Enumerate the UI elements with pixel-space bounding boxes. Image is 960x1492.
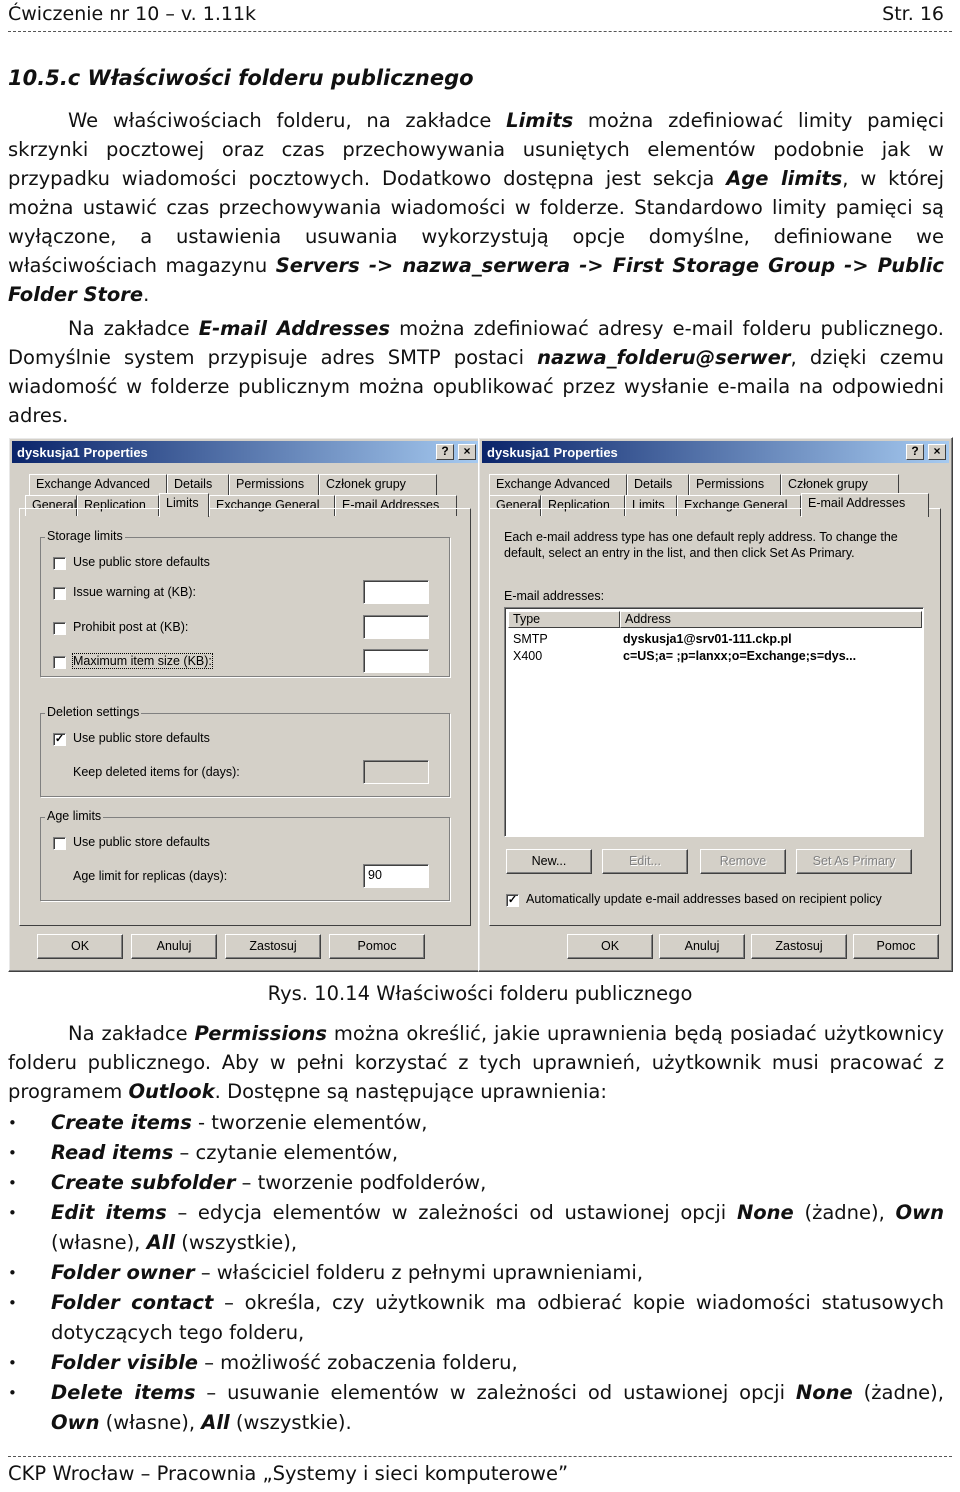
field-label: Age limit for replicas (days): — [73, 869, 228, 883]
addresses-label: E-mail addresses: — [504, 589, 605, 603]
bold-term: Outlook — [128, 1080, 215, 1103]
bold-term: All — [146, 1231, 176, 1254]
header-right: Str. 16 — [882, 3, 944, 25]
row-type[interactable]: SMTP — [513, 632, 548, 646]
list-item — [8, 1138, 944, 1168]
list-item — [8, 1108, 944, 1138]
text: (żadne), — [793, 1201, 896, 1224]
checkbox-label: Issue warning at (KB): — [73, 585, 196, 599]
text: . — [143, 283, 150, 306]
bold-term: None — [736, 1201, 794, 1224]
ok-button[interactable]: OK — [37, 934, 123, 959]
title-bar — [12, 441, 479, 463]
column-address[interactable]: Address — [620, 611, 922, 628]
tab-limits[interactable]: Limits — [625, 495, 677, 516]
close-icon[interactable]: × — [458, 444, 476, 460]
close-icon[interactable]: × — [928, 444, 946, 460]
max-item-checkbox[interactable] — [53, 656, 66, 669]
text: można określić, jakie uprawnienia będą posiadać użytkownicy folderu publicznego. Aby w pełni korzystać z tych uprawnień, użytkownik musi pracować z programem — [8, 1022, 944, 1103]
footer-divider — [8, 1456, 952, 1457]
tab-details[interactable]: Details — [167, 474, 229, 495]
text: We właściwościach folderu, na zakładce — [68, 109, 507, 132]
bold-term: Edit items — [51, 1201, 167, 1224]
tab-permissions[interactable]: Permissions — [229, 474, 319, 495]
bold-term: E-mail Addresses — [198, 317, 390, 340]
text: – określa, czy użytkownik ma odbierać kopie wiadomości statusowych dotyczących tego folderu, — [51, 1291, 944, 1344]
bold-term: None — [795, 1381, 853, 1404]
tab-replication[interactable]: Replication — [541, 495, 625, 516]
paragraph-limits — [8, 106, 944, 309]
header-left: Ćwiczenie nr 10 – v. 1.11k — [8, 3, 257, 25]
help-button[interactable]: Pomoc — [853, 934, 939, 959]
checkbox-label: Prohibit post at (KB): — [73, 620, 189, 634]
dialog-title: dyskusja1 Properties — [487, 445, 618, 460]
list-item — [8, 1378, 944, 1438]
page-footer: CKP Wrocław – Pracownia „Systemy i sieci komputerowe” — [8, 1462, 569, 1485]
help-button[interactable]: Pomoc — [329, 934, 425, 959]
bold-term: Delete items — [51, 1381, 196, 1404]
tab-details[interactable]: Details — [627, 474, 689, 495]
text: . Dostępne są następujące uprawnienia: — [214, 1080, 607, 1103]
tab-limits[interactable]: Limits — [159, 493, 209, 517]
bold-term: nazwa_folderu@serwer — [537, 346, 791, 369]
paragraph-permissions — [8, 1019, 944, 1106]
text: (żadne), — [852, 1381, 944, 1404]
bold-term: All — [201, 1411, 230, 1434]
auto-update-checkbox[interactable]: ✓ — [507, 894, 518, 906]
checkbox-label: Use public store defaults — [73, 555, 210, 569]
prohibit-post-checkbox[interactable] — [53, 622, 66, 635]
text: Na zakładce — [68, 317, 199, 340]
deletion-settings-group — [40, 705, 450, 797]
info-text: Each e-mail address type has one default reply address. To change the default, select an entry in the list, and then click Set As Primary. — [504, 530, 898, 560]
tab-general[interactable]: General — [25, 495, 77, 516]
title-bar — [482, 441, 949, 463]
list-item — [8, 1258, 944, 1288]
new-button[interactable]: New... — [506, 849, 592, 874]
tab-general[interactable]: General — [489, 495, 541, 516]
list-item — [8, 1288, 944, 1348]
bold-term: Folder owner — [51, 1261, 195, 1284]
prohibit-post-input[interactable] — [363, 615, 429, 639]
row-type[interactable]: X400 — [513, 649, 543, 663]
age-limit-input[interactable]: 90 — [363, 864, 429, 888]
text: , w której można ustawić czas przechowywania wiadomości w folderze. Standardowo limity pamięci są wyłączone, a ustawienia usuwania wykorzystują opcje domyślne, definiowane we właściwościach magazynu — [8, 167, 945, 277]
keep-deleted-input[interactable] — [363, 760, 429, 784]
list-item — [8, 1198, 944, 1258]
tab-email-addresses[interactable]: E-mail Addresses — [801, 493, 929, 517]
group-label: Storage limits — [47, 529, 123, 543]
row-address[interactable]: dyskusja1@srv01-111.ckp.pl — [623, 632, 792, 646]
list-item — [8, 1168, 944, 1198]
text: Na zakładce — [68, 1022, 195, 1045]
text: – właściciel folderu z pełnymi uprawnieniami, — [194, 1261, 644, 1284]
bold-term: Permissions — [194, 1022, 327, 1045]
properties-dialog-email — [478, 437, 953, 972]
issue-warning-checkbox[interactable] — [53, 587, 66, 600]
tab-panel — [489, 508, 941, 926]
tab-exchange-general[interactable]: Exchange General — [677, 495, 801, 516]
properties-dialog-limits — [8, 437, 483, 972]
tab-replication[interactable]: Replication — [77, 495, 159, 516]
dialog-title: dyskusja1 Properties — [17, 445, 148, 460]
deletion-defaults-checkbox[interactable]: ✓ — [54, 733, 65, 745]
remove-button[interactable]: Remove — [700, 849, 786, 874]
age-defaults-checkbox[interactable] — [53, 837, 66, 850]
bold-term: Create items — [51, 1111, 192, 1134]
tab-czlonek-grupy[interactable]: Członek grupy — [781, 474, 899, 495]
row-address[interactable]: c=US;a= ;p=lanxx;o=Exchange;s=dys... — [623, 649, 857, 663]
checkbox-label: Use public store defaults — [73, 731, 210, 745]
page-header — [8, 0, 944, 28]
text: – czytanie elementów, — [173, 1141, 399, 1164]
cancel-button[interactable]: Anuluj — [131, 934, 217, 959]
text: – możliwość zobaczenia folderu, — [198, 1351, 518, 1374]
text: - tworzenie elementów, — [191, 1111, 428, 1134]
text: (własne), — [99, 1411, 202, 1434]
bold-term: Age limits — [726, 167, 843, 190]
figure-caption: Rys. 10.14 Właściwości folderu publicznego — [267, 982, 693, 1005]
field-label: Keep deleted items for (days): — [73, 765, 240, 779]
bold-term: Limits — [506, 109, 574, 132]
email-address-list[interactable] — [504, 607, 924, 837]
tab-permissions[interactable]: Permissions — [689, 474, 781, 495]
checkbox-label: Automatically update e-mail addresses based on recipient policy — [526, 892, 882, 906]
text: – usuwanie elementów w zależności od ustawionej opcji — [195, 1381, 796, 1404]
text: można zdefiniować limity pamięci skrzynki pocztowej oraz czas przechowywania usuniętych elementów podobnie jak w przypadku wiadomości pocztowych. Dodatkowo dostępna jest sekcja — [8, 109, 945, 190]
bold-term: Own — [51, 1411, 100, 1434]
bold-term: Own — [895, 1201, 945, 1224]
text: można zdefiniować adresy e-mail folderu publicznego. Domyślnie system przypisuje adres SMTP postaci — [8, 317, 944, 369]
paragraph-email — [8, 314, 944, 430]
age-limits-group — [40, 809, 450, 901]
set-primary-button[interactable]: Set As Primary — [796, 849, 912, 874]
group-label: Age limits — [47, 809, 102, 823]
use-defaults-checkbox[interactable] — [53, 557, 66, 570]
apply-button[interactable]: Zastosuj — [225, 934, 321, 959]
text: (własne), — [51, 1231, 147, 1254]
apply-button[interactable]: Zastosuj — [751, 934, 847, 959]
cancel-button[interactable]: Anuluj — [659, 934, 745, 959]
ok-button[interactable]: OK — [567, 934, 653, 959]
checkbox-label: Maximum item size (KB): — [73, 654, 212, 668]
tab-czlonek-grupy[interactable]: Członek grupy — [319, 474, 437, 495]
help-title-button[interactable]: ? — [436, 444, 454, 460]
tab-exchange-advanced[interactable]: Exchange Advanced — [29, 474, 167, 495]
tab-row-back — [489, 474, 899, 495]
list-item — [8, 1348, 944, 1378]
storage-limits-group — [40, 529, 450, 677]
max-item-input[interactable] — [363, 649, 429, 673]
tab-email-addresses[interactable]: E-mail Addresses — [335, 495, 457, 516]
edit-button[interactable]: Edit... — [602, 849, 688, 874]
section-title: 10.5.c Właściwości folderu publicznego — [8, 66, 474, 90]
header-divider — [8, 31, 952, 32]
bold-term: Folder visible — [51, 1351, 199, 1374]
help-title-button[interactable]: ? — [906, 444, 924, 460]
tab-exchange-general[interactable]: Exchange General — [209, 495, 335, 516]
bold-term: Create subfolder — [51, 1171, 236, 1194]
permissions-list — [8, 1108, 944, 1438]
text: (wszystkie). — [229, 1411, 352, 1434]
column-type[interactable]: Type — [508, 611, 620, 628]
bold-term: Folder contact — [51, 1291, 214, 1314]
tab-exchange-advanced[interactable]: Exchange Advanced — [489, 474, 627, 495]
tab-panel — [19, 508, 471, 926]
bold-term: Read items — [51, 1141, 174, 1164]
issue-warning-input[interactable] — [363, 580, 429, 604]
text: – edycja elementów w zależności od ustawionej opcji — [166, 1201, 737, 1224]
text: – tworzenie podfolderów, — [235, 1171, 487, 1194]
text: , dzięki czemu wiadomość w folderze publicznym można opublikować przez wysłanie e-maila na odpowiedni adres. — [8, 346, 944, 427]
checkbox-label: Use public store defaults — [73, 835, 210, 849]
group-label: Deletion settings — [47, 705, 140, 719]
bold-term: Servers -> nazwa_serwera -> First Storage Group -> Public Folder Store — [8, 254, 944, 306]
tab-row-back — [29, 474, 437, 495]
text: (wszystkie), — [175, 1231, 298, 1254]
